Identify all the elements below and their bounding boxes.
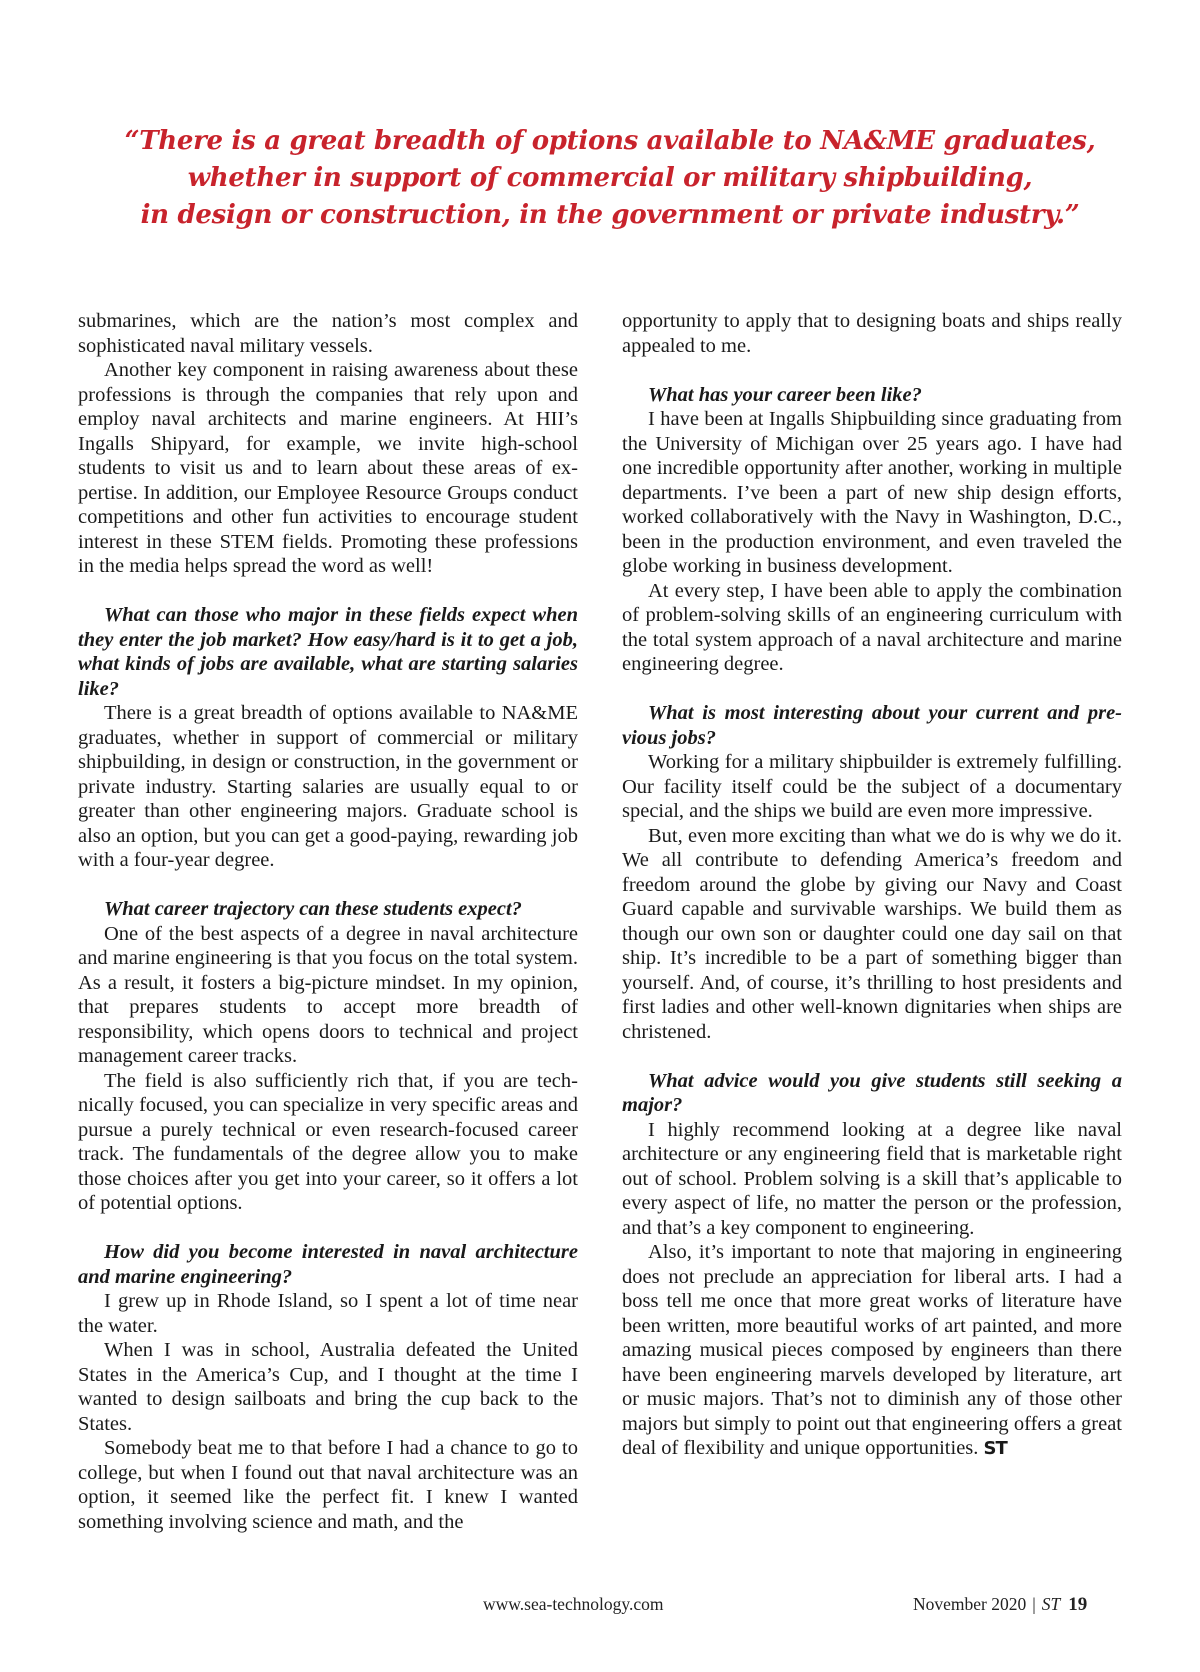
left-column — [78, 309, 578, 1534]
final-paragraph — [622, 1240, 1122, 1462]
interview-question: What is most interesting about your current and previous jobs? — [622, 702, 1122, 749]
interview-question: What career trajectory can these students expect? — [104, 898, 522, 920]
paragraph: Another key component in raising awareness about these professions is through the companies that rely upon and employ naval architects and marine engineers. At HII’s Ingalls Shipyard, for example, we invite high-school students to visit us and to learn about these areas of expertise. In addition, our Employee Resource Groups conduct competitions and other fun activities to encourage student interest in these STEM fields. Promoting these professions in the media helps spread the word as well! — [78, 359, 578, 577]
pull-quote — [120, 123, 1100, 234]
pull-quote-line: whether in support of commercial or military shipbuilding, — [187, 163, 1033, 193]
pull-quote-line: in design or construction, in the government or private industry.” — [140, 200, 1080, 230]
footer-separator: | — [1032, 1594, 1036, 1614]
right-column — [622, 309, 1122, 1462]
paragraph: submarines, which are the nation’s most complex and sophisticated naval military vessels. — [78, 310, 578, 357]
paragraph: I have been at Ingalls Shipbuilding since graduating from the University of Michigan over 25 years ago. I have had one incredible opportunity after another, working in multiple departments. I’ve been a part of new ship design efforts, worked collaboratively with the Navy in Washington, D.C., been in the production environment, and even traveled the globe working in business development. — [622, 408, 1122, 577]
end-mark: ST — [983, 1438, 1007, 1459]
issue-date: November 2020 — [913, 1594, 1027, 1614]
magazine-abbrev: ST — [1041, 1594, 1061, 1614]
paragraph: opportunity to apply that to designing boats and ships really appealed to me. — [622, 310, 1122, 357]
paragraph: When I was in school, Australia defeated the United States in the America’s Cup, and I thought at the time I wanted to design sailboats and bring the cup back to the States. — [78, 1339, 578, 1435]
paragraph: One of the best aspects of a degree in naval architecture and marine engineering is that you focus on the total system. As a result, it fosters a big-picture mindset. In my opinion, that prepares students to accept more breadth of responsibility, which opens doors to technical and project management career tracks. — [78, 922, 578, 1067]
paragraph: Working for a military shipbuilder is extremely fulfilling. Our facility itself could be the subject of a documentary special, and the ships we build are even more impressive. — [622, 751, 1122, 822]
paragraph: At every step, I have been able to apply the combination of problem-solving skills of an engineering curriculum with the total system approach of a naval architecture and marine engineering degree. — [622, 579, 1122, 675]
paragraph: But, even more exciting than what we do is why we do it. We all contribute to defending America’s freedom and freedom around the globe by giving our Navy and Coast Guard capable and survivable warships. We build them as though our own son or daughter could one day sail on that ship. It’s incredible to be a part of something bigger than yourself. And, of course, it’s thrilling to host presidents and first ladies and other well-known dignitaries when ships are christened. — [622, 824, 1122, 1043]
pull-quote-line: “There is a great breadth of options available to NA&ME graduates, — [124, 126, 1096, 156]
paragraph-text: Also, it’s important to note that majoring in engineering does not preclude an appreciation for liberal arts. I had a boss tell me once that more great works of literature have been written, more beautiful works of art painted, and more amazing musical pieces composed by engineers than there have been engineering marvels developed by literature, art or music majors. That’s not to diminish any of those other majors but simply to point out that engineering offers a great deal of flexibility and unique opportunities. — [622, 1241, 1122, 1459]
interview-question: What can those who major in these fields expect when they enter the job market? How easy/hard is it to get a job, what kinds of jobs are available, what are starting salaries like? — [78, 604, 578, 700]
footer-url: www.sea-technology.com — [483, 1594, 664, 1614]
interview-question: How did you become interested in naval architecture and marine engineering? — [78, 1241, 578, 1288]
page-number: 19 — [1068, 1594, 1088, 1615]
footer-folio — [913, 1594, 1087, 1616]
interview-question: What has your career been like? — [648, 383, 922, 406]
interview-question: What advice would you give students still seeking a major? — [622, 1069, 1122, 1116]
paragraph: The field is also sufficiently rich that, if you are technically focused, you can specialize in very specific areas and pursue a purely technical or even research-focused career track. The fundamentals of the degree allow you to make those choices after you get into your career, so it offers a lot of potential options. — [78, 1069, 578, 1214]
paragraph: I highly recommend looking at a degree like naval architecture or any engineering field that is marketable right out of school. Problem solving is a skill that’s applicable to every aspect of life, no matter the person or the profession, and that’s a key component to engineering. — [622, 1118, 1122, 1239]
paragraph: Somebody beat me to that before I had a chance to go to college, but when I found out that naval architecture was an option, it seemed like the perfect fit. I knew I wanted something involving science and math, and the — [78, 1437, 578, 1533]
paragraph: I grew up in Rhode Island, so I spent a lot of time near the water. — [78, 1290, 578, 1337]
paragraph: There is a great breadth of options available to NA&ME graduates, whether in support of commercial or military shipbuilding, in design or construction, in the government or private industry. Starting salaries are usually equal to or greater than other engineering majors. Graduate school is also an option, but you can get a good-paying, rewarding job with a four-year degree. — [78, 702, 578, 871]
